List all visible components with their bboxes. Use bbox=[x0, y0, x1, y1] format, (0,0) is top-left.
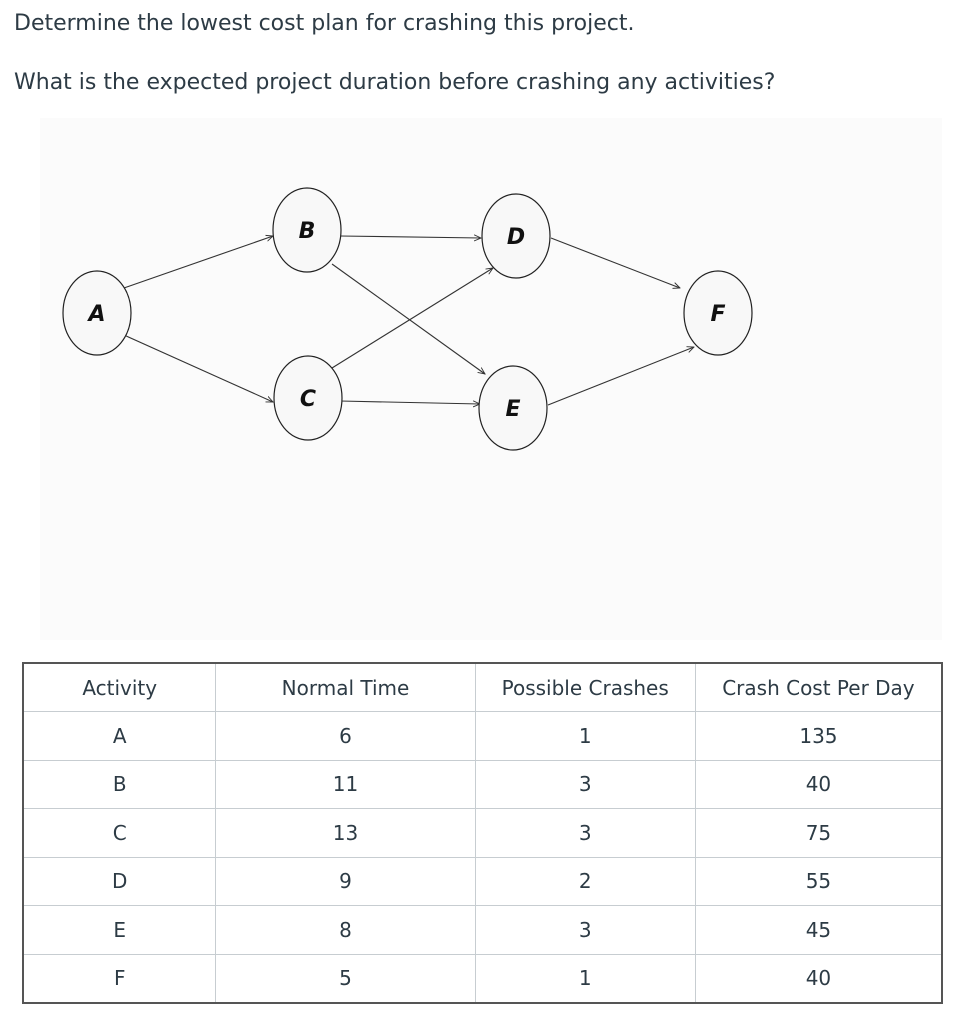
cell-activity: D bbox=[23, 857, 216, 906]
edge-c-e bbox=[340, 401, 480, 404]
edge-b-e bbox=[332, 264, 485, 374]
cell-crash-cost: 40 bbox=[695, 760, 942, 809]
svg-text:A: A bbox=[88, 302, 106, 327]
header-crash-cost-per-day: Crash Cost Per Day bbox=[695, 663, 942, 712]
network-diagram bbox=[40, 118, 942, 640]
node-c bbox=[274, 356, 342, 440]
edge-a-c bbox=[124, 335, 273, 402]
svg-text:B: B bbox=[298, 219, 316, 244]
header-normal-time: Normal Time bbox=[216, 663, 475, 712]
table-row bbox=[23, 809, 942, 858]
cell-normal-time: 6 bbox=[216, 712, 475, 761]
cell-crash-cost: 75 bbox=[695, 809, 942, 858]
cell-crash-cost: 55 bbox=[695, 857, 942, 906]
cell-activity: C bbox=[23, 809, 216, 858]
svg-text:D: D bbox=[506, 225, 526, 250]
network-diagram-svg bbox=[40, 118, 942, 640]
svg-text:C: C bbox=[299, 387, 317, 412]
table-row bbox=[23, 760, 942, 809]
cell-possible-crashes: 3 bbox=[475, 760, 695, 809]
table-row bbox=[23, 712, 942, 761]
cell-possible-crashes: 3 bbox=[475, 809, 695, 858]
table-row bbox=[23, 906, 942, 955]
cell-possible-crashes: 1 bbox=[475, 712, 695, 761]
cell-activity: B bbox=[23, 760, 216, 809]
node-a bbox=[63, 271, 131, 355]
svg-text:F: F bbox=[710, 302, 726, 327]
header-activity: Activity bbox=[23, 663, 216, 712]
cell-normal-time: 11 bbox=[216, 760, 475, 809]
cell-crash-cost: 40 bbox=[695, 954, 942, 1003]
table-header-row bbox=[23, 663, 942, 712]
question-line-1: Determine the lowest cost plan for crashing this project. bbox=[14, 11, 635, 36]
edge-d-f bbox=[551, 238, 680, 288]
header-possible-crashes: Possible Crashes bbox=[475, 663, 695, 712]
cell-crash-cost: 45 bbox=[695, 906, 942, 955]
cell-crash-cost: 135 bbox=[695, 712, 942, 761]
table-row bbox=[23, 954, 942, 1003]
activity-table bbox=[22, 662, 943, 1004]
edge-c-d bbox=[332, 268, 493, 368]
edge-e-f bbox=[548, 347, 694, 405]
cell-normal-time: 5 bbox=[216, 954, 475, 1003]
cell-activity: F bbox=[23, 954, 216, 1003]
node-e bbox=[479, 366, 547, 450]
node-f bbox=[684, 271, 752, 355]
cell-possible-crashes: 1 bbox=[475, 954, 695, 1003]
cell-normal-time: 13 bbox=[216, 809, 475, 858]
edge-a-b bbox=[124, 236, 273, 288]
cell-possible-crashes: 3 bbox=[475, 906, 695, 955]
cell-activity: A bbox=[23, 712, 216, 761]
question-line-2: What is the expected project duration before crashing any activities? bbox=[14, 70, 776, 95]
cell-normal-time: 8 bbox=[216, 906, 475, 955]
node-b bbox=[273, 188, 341, 272]
cell-activity: E bbox=[23, 906, 216, 955]
svg-text:E: E bbox=[505, 397, 521, 422]
cell-possible-crashes: 2 bbox=[475, 857, 695, 906]
table-row bbox=[23, 857, 942, 906]
edge-b-d bbox=[340, 236, 481, 238]
cell-normal-time: 9 bbox=[216, 857, 475, 906]
node-d bbox=[482, 194, 550, 278]
